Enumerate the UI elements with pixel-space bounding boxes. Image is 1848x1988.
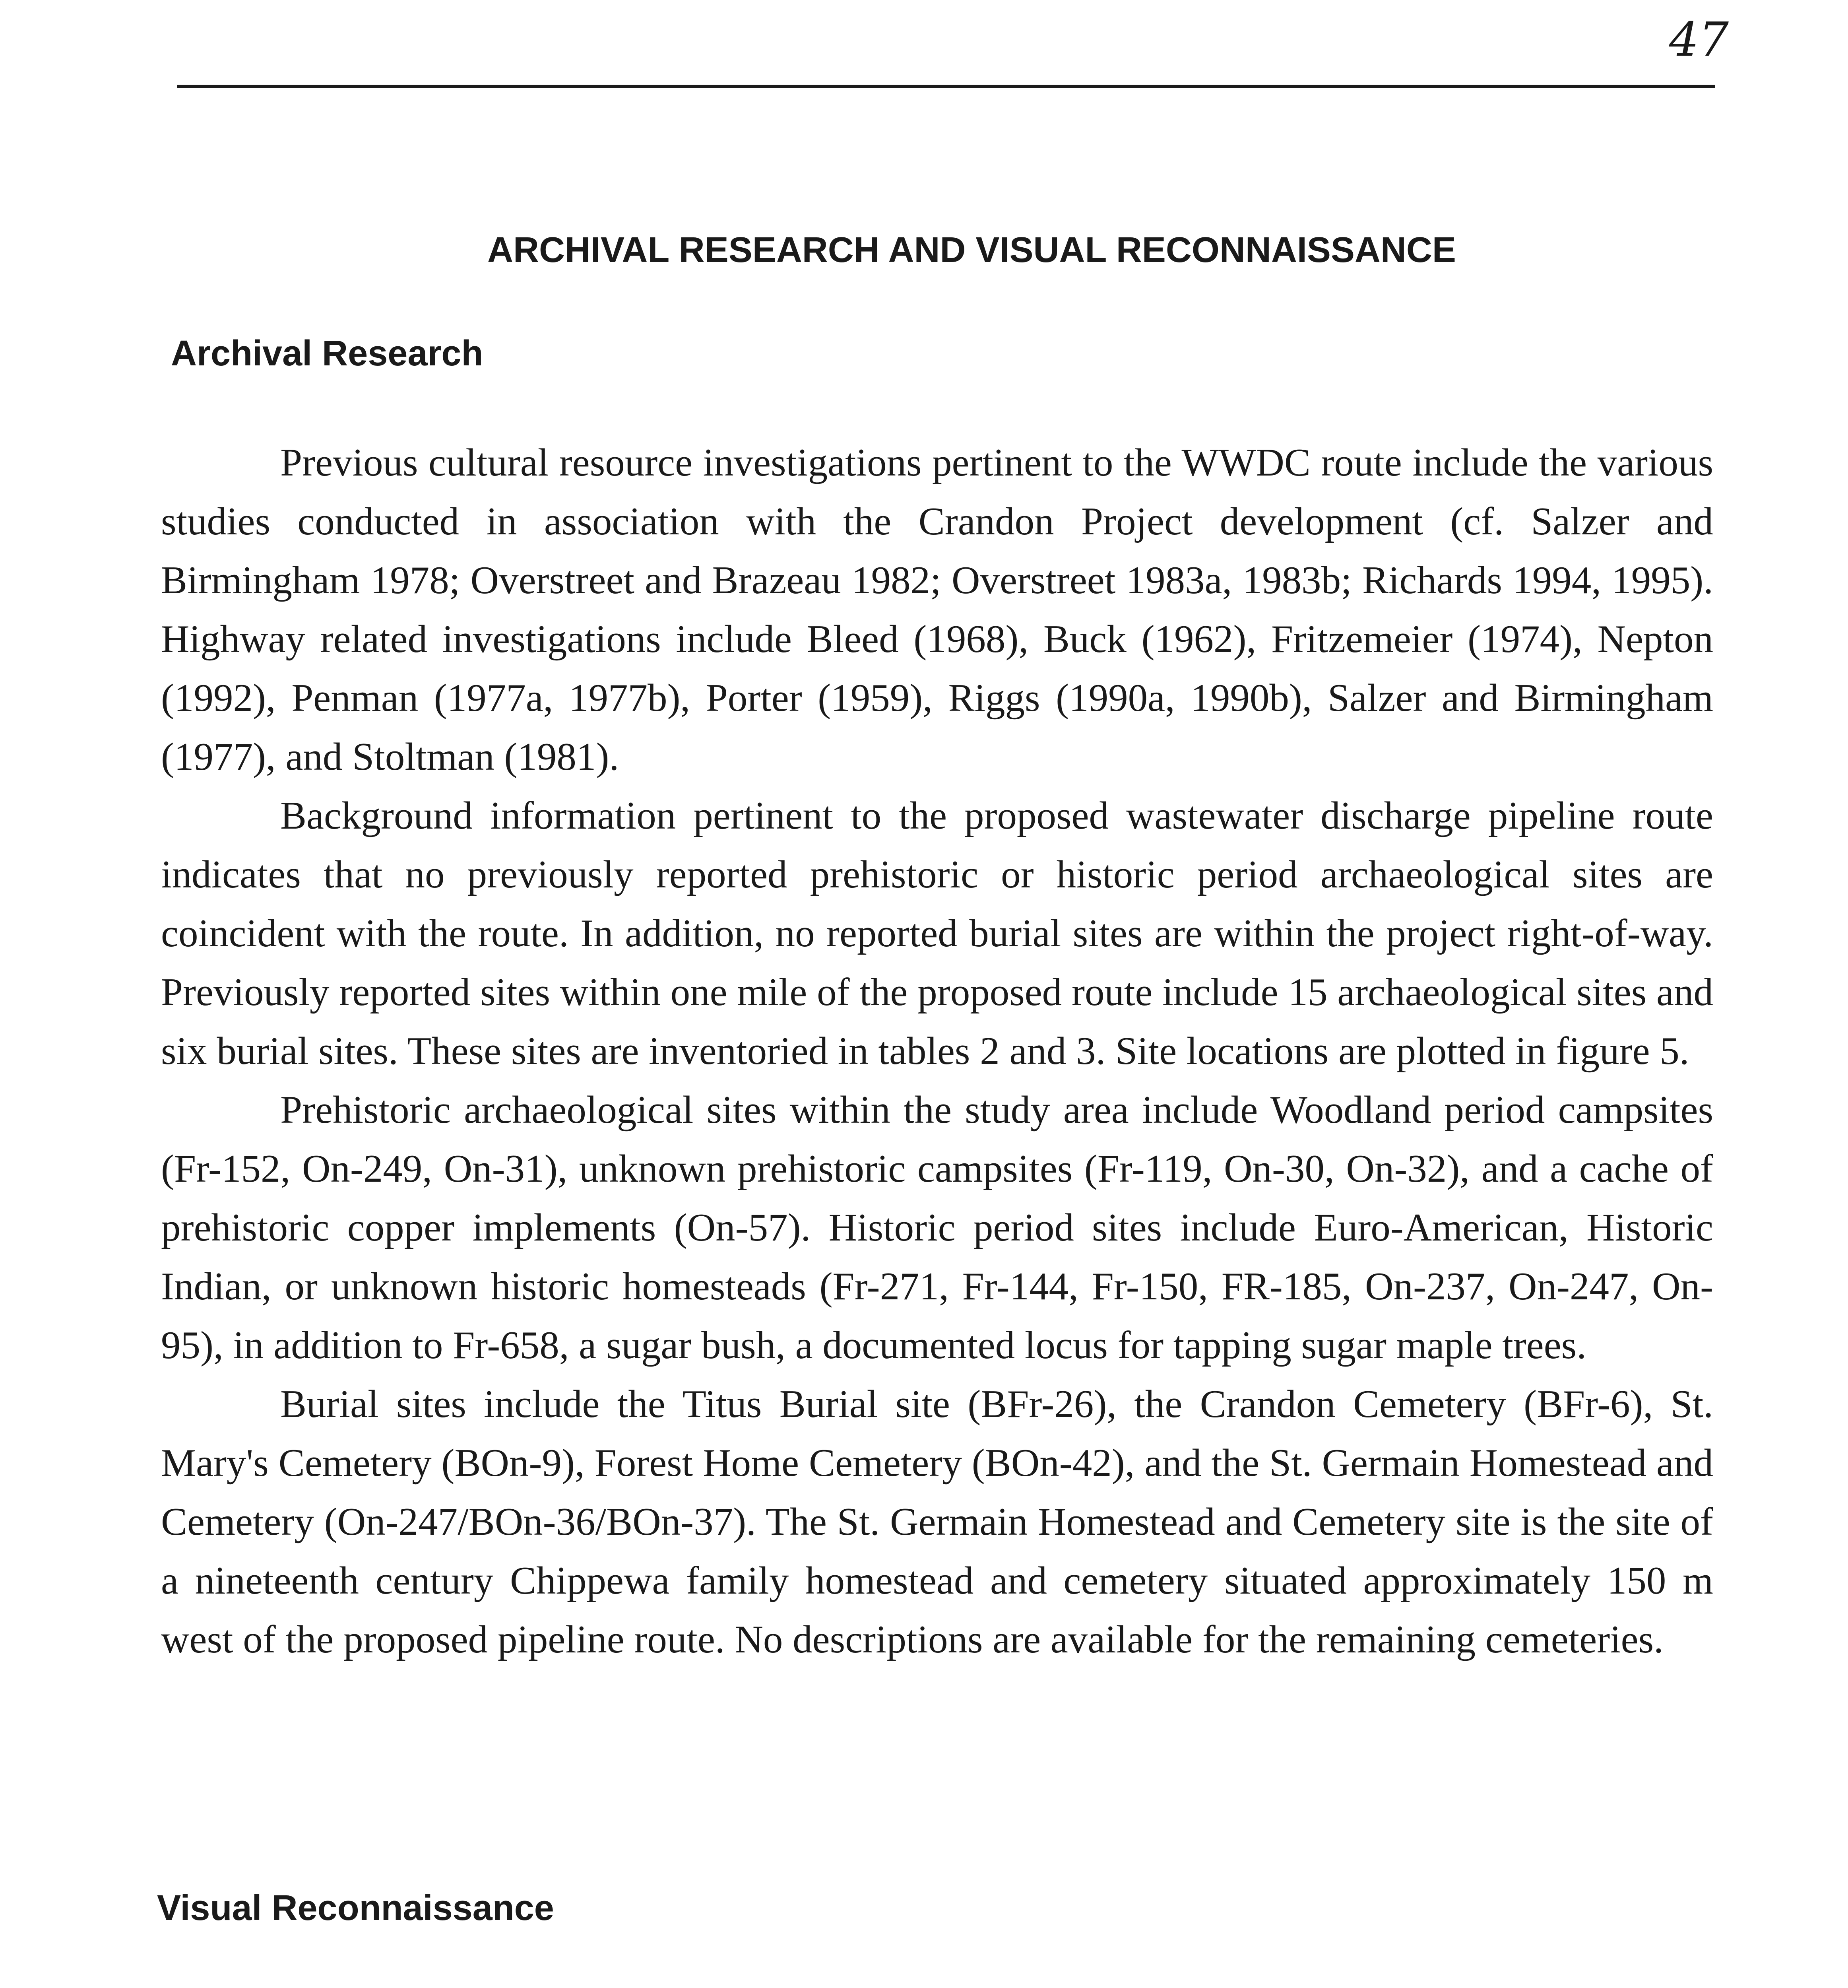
section-heading-archival-research: Archival Research [171, 334, 483, 373]
paragraph [157, 1986, 1713, 1988]
paragraph: Burial sites include the Titus Burial site (BFr-26), the Crandon Cemetery (BFr-6), St. Mary's Cemetery (BOn-9), Forest Home Cemetery (BOn-42), and the St. Germain Homestead and Cemetery (On-247/BOn-36/BOn-37). The St. Germain Homestead and Cemetery site is the site of a nineteenth century Chippewa family homestead and cemetery situated approximately 150 m west of the proposed pipeline route. No descriptions are available for the remaining cemeteries. [161, 1382, 1713, 1661]
section-heading-visual-reconnaissance: Visual Reconnaissance [157, 1888, 554, 1928]
paragraph: Previous cultural resource investigations pertinent to the WWDC route include the various studies conducted in association with the Crandon Project development (cf. Salzer and Birmingham 1978; Overstreet and Brazeau 1982; Overstreet 1983a, 1983b; Richards 1994, 1995). Highway related investigations include Bleed (1968), Buck (1962), Fritzemeier (1974), Nepton (1992), Penman (1977a, 1977b), Porter (1959), Riggs (1990a, 1990b), Salzer and Birmingham (1977), and Stoltman (1981). [161, 441, 1713, 779]
page-number: 47 [1669, 12, 1729, 67]
archival-research-body [161, 433, 1713, 1669]
paragraph: Background information pertinent to the proposed wastewater discharge pipeline route indicates that no previously reported prehistoric or historic period archaeological sites are coincident with the route. In addition, no reported burial sites are within the project right-of-way. Previously reported sites within one mile of the proposed route include 15 archaeological sites and six burial sites. These sites are inventoried in tables 2 and 3. Site locations are plotted in figure 5. [161, 794, 1713, 1073]
page-title: ARCHIVAL RESEARCH AND VISUAL RECONNAISSANCE [487, 230, 1456, 270]
header-rule [177, 85, 1715, 88]
paragraph: Prehistoric archaeological sites within the study area include Woodland period campsites (Fr-152, On-249, On-31), unknown prehistoric campsites (Fr-119, On-30, On-32), and a cache of prehistoric copper implements (On-57). Historic period sites include Euro-American, Historic Indian, or unknown historic homesteads (Fr-271, Fr-144, Fr-150, FR-185, On-237, On-247, On-95), in addition to Fr-658, a sugar bush, a documented locus for tapping sugar maple trees. [161, 1088, 1713, 1367]
visual-reconnaissance-body [157, 1986, 1713, 1988]
